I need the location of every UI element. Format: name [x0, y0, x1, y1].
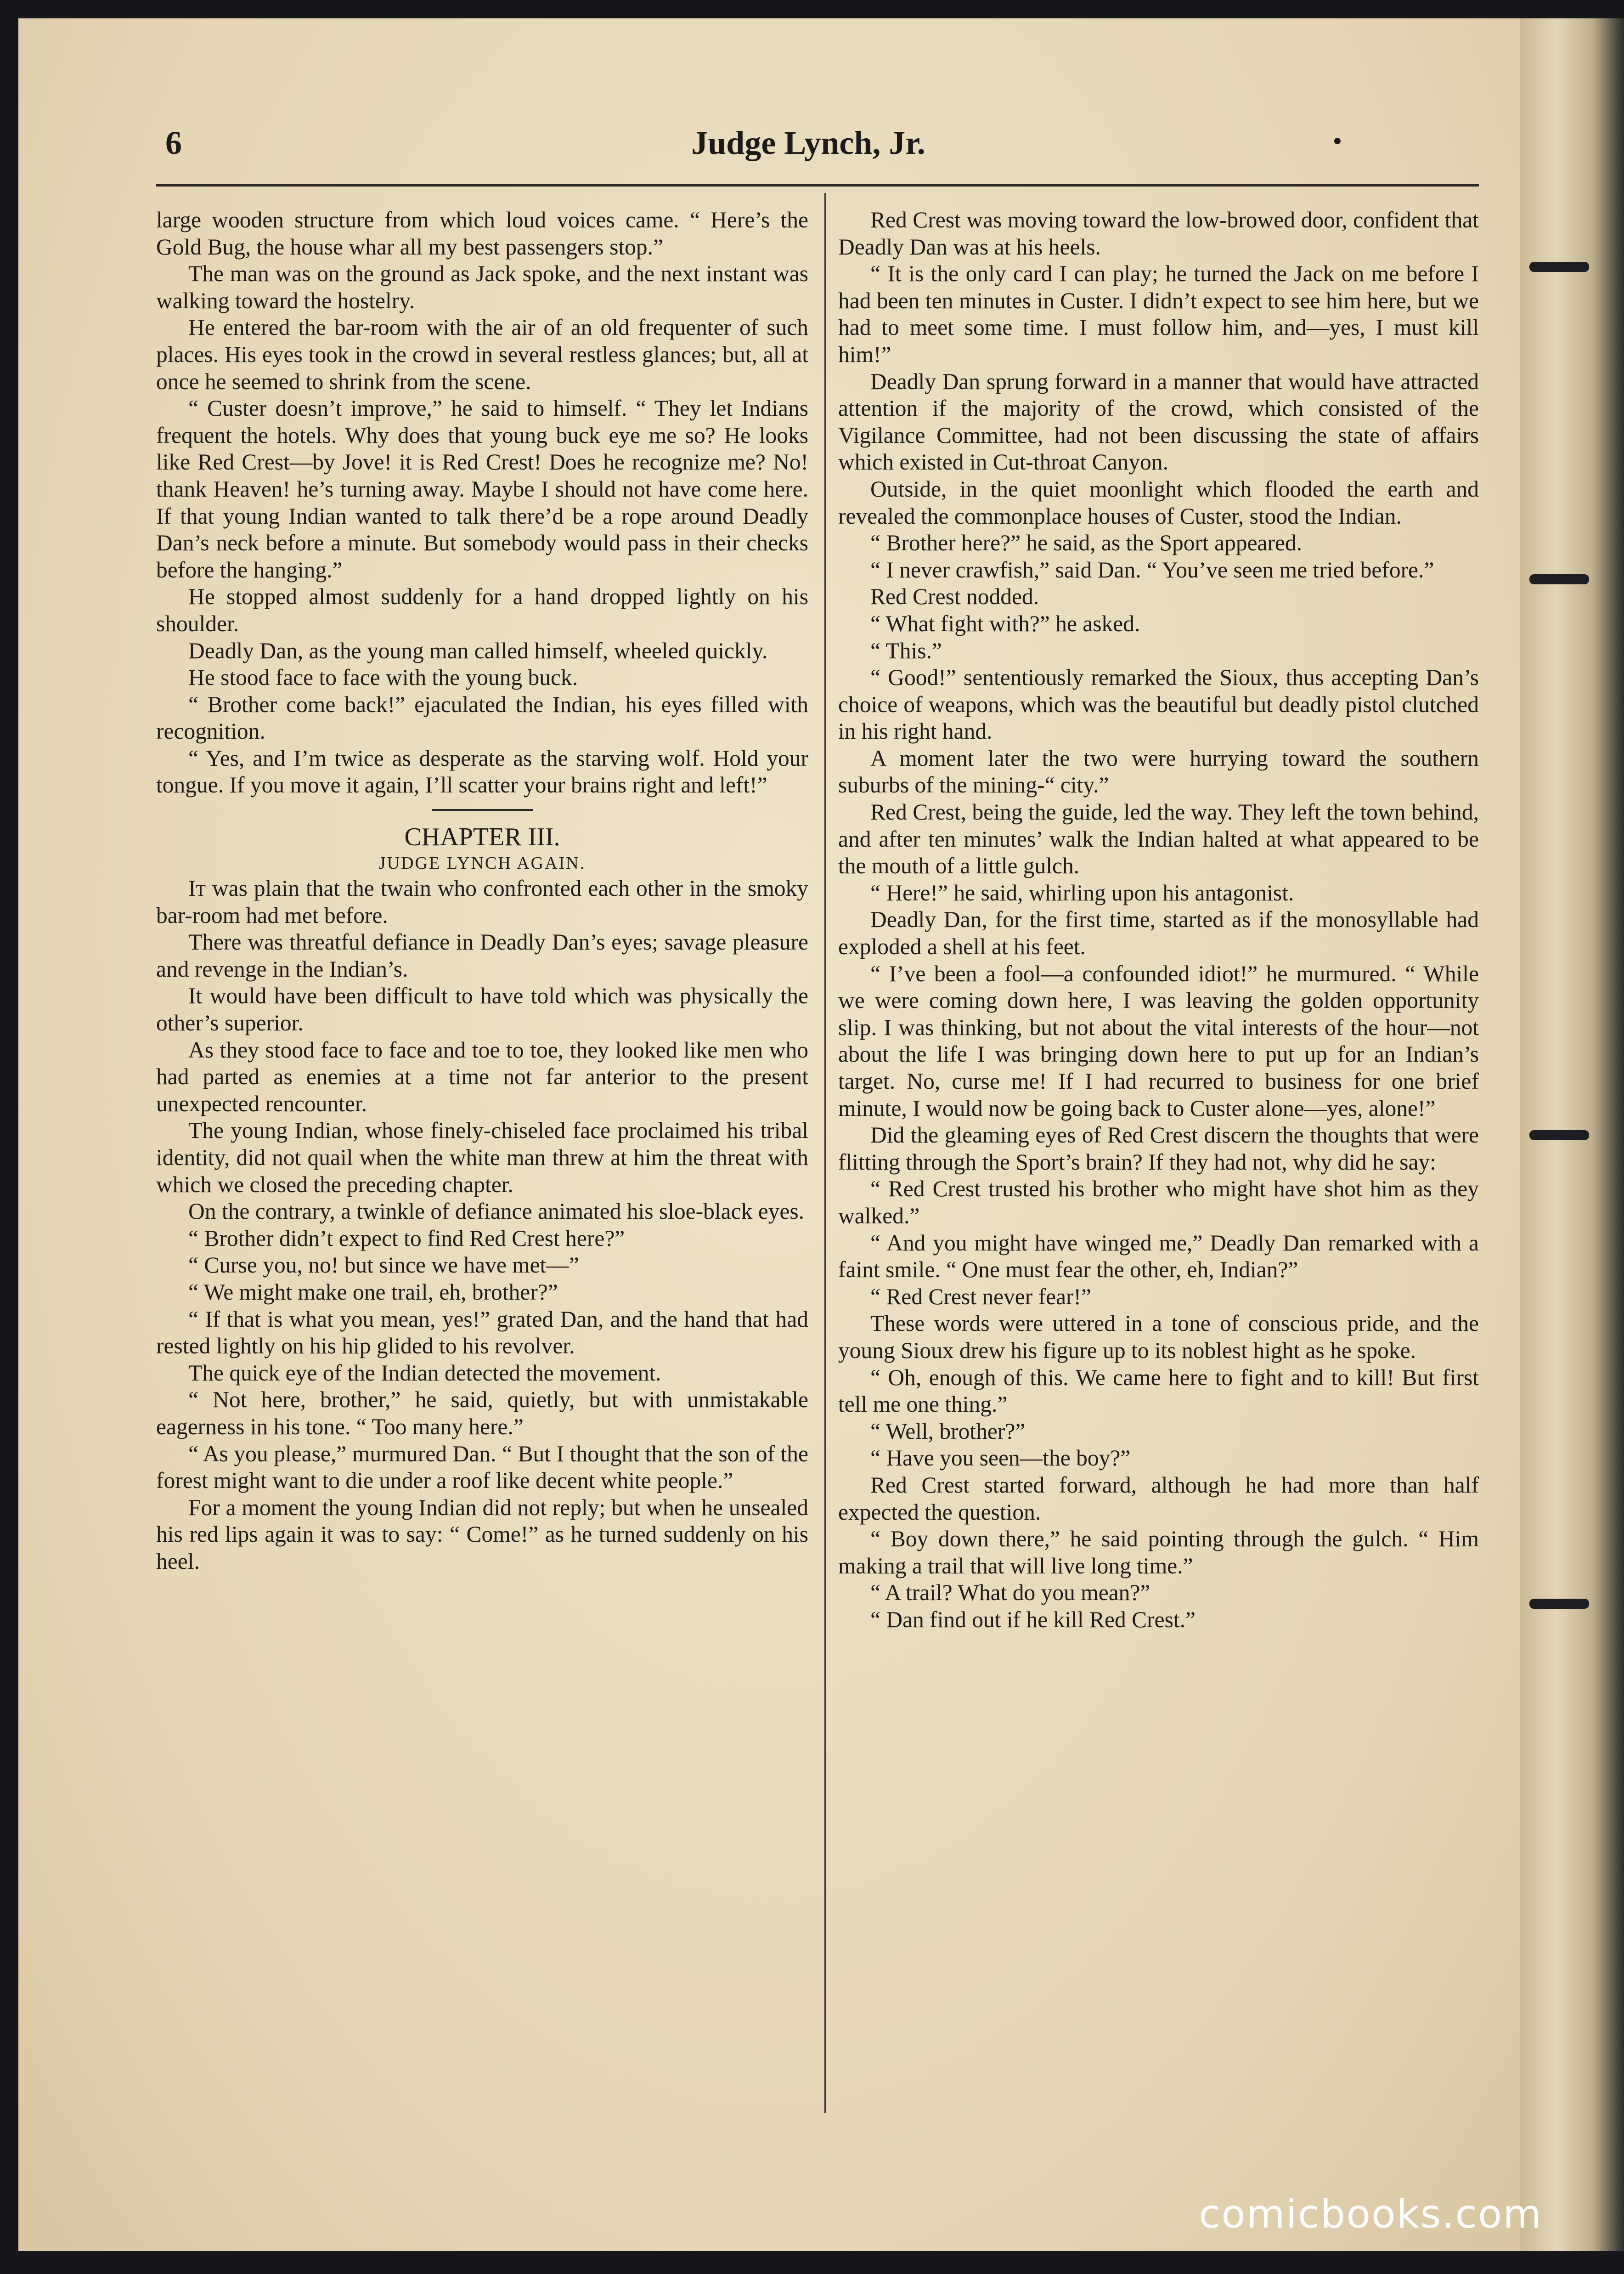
- paragraph: “ Red Crest never fear!”: [870, 1284, 1091, 1309]
- paragraph: These words were uttered in a tone of conscious pride, and the young Sioux drew his figure up to its noblest hight as he spoke.: [838, 1311, 1479, 1363]
- paragraph: He stood face to face with the young buck.: [188, 665, 578, 690]
- paragraph: Deadly Dan, for the first time, started as if the monosyllable had exploded a shell at his feet.: [838, 907, 1479, 960]
- left-column: [156, 207, 808, 1575]
- paragraph: “ It is the only card I can play; he turned the Jack on me before I had been ten minutes in Custer. I didn’t expect to see him here, but we had to meet some time. I must follow him, and—yes, I must kill him!”: [838, 261, 1479, 367]
- paragraph: As they stood face to face and toe to toe, they looked like men who had parted as enemies at a time not far anterior to the present unexpected rencounter.: [156, 1037, 808, 1116]
- chapter-separator: [432, 809, 533, 811]
- ink-dot: [1334, 138, 1341, 144]
- paragraph: There was threatful defiance in Deadly Dan’s eyes; savage pleasure and revenge in the Indian’s.: [156, 929, 808, 982]
- paragraph: “ Good!” sententiously remarked the Sioux, thus accepting Dan’s choice of weapons, which was the beautiful but deadly pistol clutched in his right hand.: [838, 665, 1479, 744]
- paragraph: Red Crest nodded.: [870, 584, 1039, 610]
- paragraph: “ Here!” he said, whirling upon his antagonist.: [870, 880, 1294, 905]
- paragraph: Red Crest, being the guide, led the way. They left the town behind, and after ten minutes’ walk the Indian halted at what appeared to be the mouth of a little gulch.: [838, 799, 1479, 879]
- paragraph: “ A trail? What do you mean?”: [870, 1580, 1150, 1606]
- paragraph: “ Brother here?” he said, as the Sport appeared.: [870, 530, 1303, 556]
- paragraph: Deadly Dan sprung forward in a manner that would have attracted attention if the majority of the crowd, which consisted of the Vigilance Committee, had not been discussing the state of affairs which existed in Cut-throat Canyon.: [838, 368, 1479, 475]
- paragraph: “ Boy down there,” he said pointing through the gulch. “ Him making a trail that will live long time.”: [838, 1526, 1479, 1578]
- header-rule: [156, 184, 1479, 187]
- paragraph: “ I’ve been a fool—a confounded idiot!” he murmured. “ While we were coming down here, I was leaving the golden opportunity slip. I was thinking, but not about the vital interests of the hour—not about the life I was bringing down here to put up for an Indian’s target. No, curse me! If I had recurred to business for one brief minute, I would now be going back to Custer alone—yes, alone!”: [838, 961, 1479, 1121]
- paragraph: “ We might make one trail, eh, brother?”: [188, 1279, 558, 1305]
- paragraph: “ Oh, enough of this. We came here to fight and to kill! But first tell me one thing.”: [838, 1364, 1479, 1417]
- running-title: Judge Lynch, Jr.: [691, 124, 925, 161]
- chapter-opening-paragraph: [156, 875, 808, 929]
- paragraph: Red Crest started forward, although he had more than half expected the question.: [838, 1472, 1479, 1525]
- paragraph: “ Well, brother?”: [870, 1418, 1026, 1444]
- paragraph: “ If that is what you mean, yes!” grated Dan, and the hand that had rested lightly on his hip glided to his revolver.: [156, 1306, 808, 1359]
- paragraph: On the contrary, a twinkle of defiance animated his sloe-black eyes.: [188, 1199, 805, 1224]
- paragraph: “ I never crawfish,” said Dan. “ You’ve seen me tried before.”: [870, 557, 1434, 583]
- site-watermark: comicbooks.com: [1199, 2191, 1543, 2237]
- paragraph: He entered the bar-room with the air of an old frequenter of such places. His eyes took in the crowd in several restless glances; but, all at once he seemed to shrink from the scene.: [156, 315, 808, 394]
- paragraph: “ Brother didn’t expect to find Red Crest here?”: [188, 1225, 625, 1251]
- paragraph: “ Red Crest trusted his brother who might have shot him as they walked.”: [838, 1176, 1479, 1228]
- paragraph: He stopped almost suddenly for a hand dropped lightly on his shoulder.: [156, 584, 808, 636]
- right-column: [838, 207, 1479, 1633]
- paragraph: Red Crest was moving toward the low-browed door, confident that Deadly Dan was at his heels.: [838, 207, 1479, 260]
- paragraph: “ Not here, brother,” he said, quietly, but with unmistakable eagerness in his tone. “ Too many here.”: [156, 1387, 808, 1439]
- page-header: [138, 124, 1479, 175]
- paragraph: Did the gleaming eyes of Red Crest discern the thoughts that were flitting through the Sport’s brain? If they had not, why did he say:: [838, 1122, 1479, 1175]
- binding-stitch: [1529, 1130, 1589, 1140]
- chapter-subtitle: JUDGE LYNCH AGAIN.: [378, 854, 586, 873]
- paragraph: “ Custer doesn’t improve,” he said to himself. “ They let Indians frequent the hotels. Why does that young buck eye me so? He looks like Red Crest—by Jove! it is Red Crest! Does he recognize me? No! thank Heaven! he’s turning away. Maybe I should not have come here. If that young Indian wanted to talk there’d be a rope around Deadly Dan’s neck before a minute. But somebody would pass in their checks before the hanging.”: [156, 396, 808, 583]
- paragraph: “ Brother come back!” ejaculated the Indian, his eyes filled with recognition.: [156, 691, 808, 744]
- binding-stitch: [1529, 262, 1589, 272]
- opening-text: was plain that the twain who confronted each other in the smoky bar-room had met before.: [156, 876, 808, 928]
- chapter-title: CHAPTER III.: [404, 823, 560, 852]
- page-number: 6: [165, 124, 182, 161]
- paragraph: large wooden structure from which loud voices came. “ Here’s the Gold Bug, the house whar all my best passengers stop.”: [156, 207, 808, 260]
- paragraph: “ Yes, and I’m twice as desperate as the starving wolf. Hold your tongue. If you move it again, I’ll scatter your brains right and left!”: [156, 745, 808, 798]
- paragraph: A moment later the two were hurrying toward the southern suburbs of the mining-“ city.”: [838, 745, 1479, 798]
- drop-word: It: [188, 876, 206, 901]
- paragraph: Outside, in the quiet moonlight which flooded the earth and revealed the commonplace houses of Custer, stood the Indian.: [838, 476, 1479, 529]
- column-divider: [824, 193, 826, 2113]
- paragraph: “ This.”: [870, 638, 942, 663]
- paragraph: It would have been difficult to have told which was physically the other’s superior.: [156, 983, 808, 1036]
- paragraph: For a moment the young Indian did not reply; but when he unsealed his red lips again it was to say: “ Come!” as he turned suddenly on his heel.: [156, 1494, 808, 1574]
- paragraph: Deadly Dan, as the young man called himself, wheeled quickly.: [188, 638, 768, 663]
- paragraph: “ And you might have winged me,” Deadly Dan remarked with a faint smile. “ One must fear the other, eh, Indian?”: [838, 1230, 1479, 1283]
- paragraph: The young Indian, whose finely-chiseled face proclaimed his tribal identity, did not quail when the white man threw at him the threat with which we closed the preceding chapter.: [156, 1118, 808, 1197]
- paragraph: “ Dan find out if he kill Red Crest.”: [870, 1607, 1195, 1632]
- paragraph: The man was on the ground as Jack spoke, and the next instant was walking toward the hostelry.: [156, 261, 808, 313]
- paragraph: “ What fight with?” he asked.: [870, 611, 1140, 636]
- paragraph: “ Have you seen—the boy?”: [870, 1445, 1131, 1471]
- binding-stitch: [1529, 1599, 1589, 1609]
- paragraph: “ As you please,” murmured Dan. “ But I thought that the son of the forest might want to die under a roof like decent white people.”: [156, 1441, 808, 1493]
- binding-stitch: [1529, 574, 1589, 584]
- paragraph: The quick eye of the Indian detected the movement.: [188, 1360, 661, 1386]
- paragraph: “ Curse you, no! but since we have met—”: [188, 1252, 579, 1278]
